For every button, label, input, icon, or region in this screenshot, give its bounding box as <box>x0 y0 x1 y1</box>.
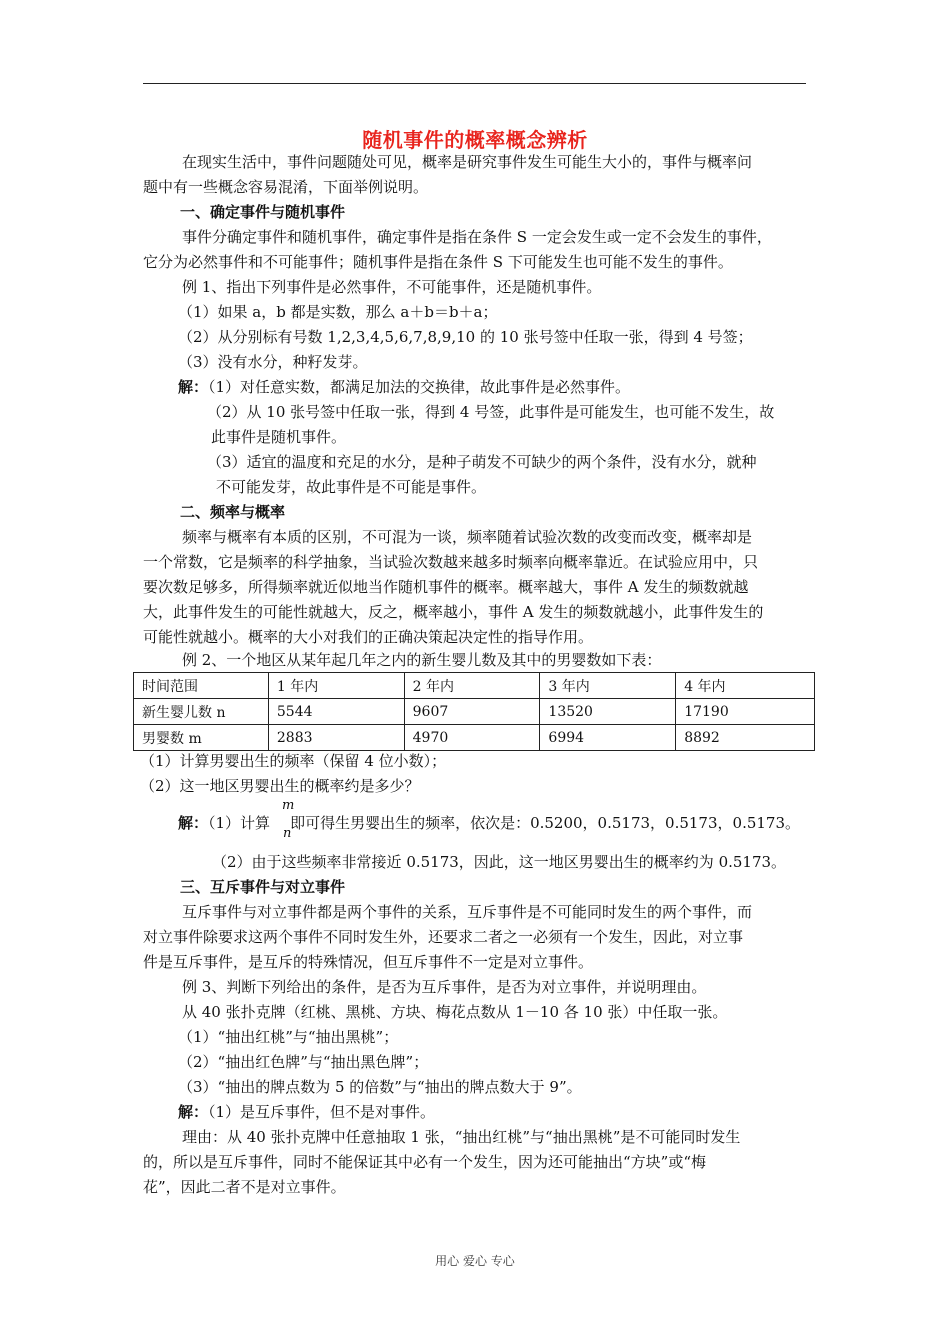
page-title: 随机事件的概率概念辨析 <box>362 128 588 152</box>
table-cell: 6994 <box>540 725 676 751</box>
table-cell: 男婴数 m <box>134 725 269 751</box>
table-cell: 2883 <box>268 725 404 751</box>
table-cell: 9607 <box>404 699 540 725</box>
example2-solution-line-1: 解：（1）计算 即可得生男婴出生的频率，依次是：0.5200，0.5173，0.5173，0.5173。 <box>178 814 801 832</box>
section3-para-line-2: 对立事件除要求这两个事件不同时发生外，还要求二者之一必须有一个发生，因此，对立事 <box>143 928 744 946</box>
fraction-denominator: n <box>283 826 292 841</box>
example2-question-1: （1）计算男婴出生的频率（保留 4 位小数）； <box>140 752 447 770</box>
example3-item-1: （1）“抽出红桃”与“抽出黑桃”； <box>178 1028 399 1046</box>
page-footer: 用心 爱心 专心 <box>435 1254 515 1268</box>
example2-question-2: （2）这一地区男婴出生的概率约是多少？ <box>140 777 420 795</box>
table-row <box>134 673 815 699</box>
section2-para-line-3: 要次数足够多，所得频率就近似地当作随机事件的概率。概率越大，事件 A 发生的频数就越 <box>143 578 749 596</box>
table-cell: 5544 <box>268 699 404 725</box>
section1-para-line-2: 它分为必然事件和不可能事件；随机事件是指在条件 S 下可能发生也可能不发生的事件。 <box>143 253 733 271</box>
section2-para-line-4: 大，此事件发生的可能性就越大，反之，概率越小，事件 A 发生的频数就越小，此事件发生的 <box>143 603 764 621</box>
example3-solution: 解：（1）是互斥事件，但不是对事件。 <box>178 1103 436 1121</box>
section3-para-line-3: 件是互斥事件，是互斥的特殊情况，但互斥事件不一定是对立事件。 <box>143 953 594 971</box>
example1-item-3: （3）没有水分，种籽发芽。 <box>178 353 368 371</box>
table-header-cell: 4 年内 <box>676 673 815 699</box>
section3-para-line-1: 互斥事件与对立事件都是两个事件的关系，互斥事件是不可能同时发生的两个事件，而 <box>182 903 753 921</box>
example1-solution-line-3: 此事件是随机事件。 <box>211 428 347 446</box>
intro-line-1: 在现实生活中，事件问题随处可见，概率是研究事件发生可能生大小的，事件与概率问 <box>182 153 753 171</box>
example3-item-3: （3）“抽出的牌点数为 5 的倍数”与“抽出的牌点数大于 9”。 <box>178 1078 582 1096</box>
example1-item-2: （2）从分别标有号数 1,2,3,4,5,6,7,8,9,10 的 10 张号签中任取一张，得到 4 号签； <box>178 328 753 346</box>
example1-solution-line-2: （2）从 10 张号签中任取一张，得到 4 号签，此事件是可能发生，也可能不发生，故 <box>207 403 775 421</box>
example2-solution-line-2: （2）由于这些频率非常接近 0.5173，因此，这一地区男婴出生的概率约为 0.5173。 <box>212 853 787 871</box>
example1-solution-line-4: （3）适宜的温度和充足的水分，是种子萌发不可缺少的两个条件，没有水分，就种 <box>207 453 757 471</box>
example2-prompt: 例 2、一个地区从某年起几年之内的新生婴儿数及其中的男婴数如下表： <box>182 651 662 669</box>
example3-prompt: 例 3、判断下列给出的条件，是否为互斥事件，是否为对立事件，并说明理由。 <box>182 978 707 996</box>
intro-line-2: 题中有一些概念容易混淆，下面举例说明。 <box>143 178 429 196</box>
section2-para-line-2: 一个常数，它是频率的科学抽象，当试验次数越来越多时频率向概率靠近。在试验应用中，只 <box>143 553 759 571</box>
fraction-numerator: m <box>282 798 295 813</box>
table-cell: 13520 <box>540 699 676 725</box>
table-header-cell: 3 年内 <box>540 673 676 699</box>
table-cell: 8892 <box>676 725 815 751</box>
example3-reason-line-3: 花”，因此二者不是对立事件。 <box>143 1178 346 1196</box>
birth-table <box>133 672 815 751</box>
example1-solution-line-5: 不可能发芽，故此事件是不可能是事件。 <box>216 478 487 496</box>
section1-heading: 一、确定事件与随机事件 <box>180 203 346 221</box>
section2-para-line-1: 频率与概率有本质的区别，不可混为一谈，频率随着试验次数的改变而改变，概率却是 <box>182 528 753 546</box>
header-rule <box>143 83 806 84</box>
example3-reason-line-1: 理由：从 40 张扑克牌中任意抽取 1 张，“抽出红桃”与“抽出黑桃”是不可能同时发生 <box>182 1128 741 1146</box>
table-row <box>134 725 815 751</box>
table-cell: 新生婴儿数 n <box>134 699 269 725</box>
section2-para-line-5: 可能性就越小。概率的大小对我们的正确决策起决定性的指导作用。 <box>143 628 594 646</box>
table-cell: 17190 <box>676 699 815 725</box>
example1-solution-line-1: 解：（1）对任意实数，都满足加法的交换律，故此事件是必然事件。 <box>178 378 631 396</box>
example3-reason-line-2: 的，所以是互斥事件，同时不能保证其中必有一个发生，因为还可能抽出“方块”或“梅 <box>143 1153 707 1171</box>
example1-item-1: （1）如果 a，b 都是实数，那么 a＋b＝b＋a； <box>178 303 498 321</box>
table-cell: 4970 <box>404 725 540 751</box>
table-header-cell: 时间范围 <box>134 673 269 699</box>
section3-heading: 三、互斥事件与对立事件 <box>180 878 346 896</box>
example3-item-2: （2）“抽出红色牌”与“抽出黑色牌”； <box>178 1053 429 1071</box>
table-row <box>134 699 815 725</box>
example1-prompt: 例 1、指出下列事件是必然事件，不可能事件，还是随机事件。 <box>182 278 602 296</box>
table-header-cell: 2 年内 <box>404 673 540 699</box>
solution-label: 解： <box>178 814 209 832</box>
section1-para-line-1: 事件分确定事件和随机事件，确定事件是指在条件 S 一定会发生或一定不会发生的事件， <box>182 228 772 246</box>
solution-label: 解： <box>178 1103 209 1121</box>
solution-label: 解： <box>178 378 209 396</box>
table-header-cell: 1 年内 <box>268 673 404 699</box>
example3-setup: 从 40 张扑克牌（红桃、黑桃、方块、梅花点数从 1－10 各 10 张）中任取一张。 <box>182 1003 728 1021</box>
section2-heading: 二、频率与概率 <box>180 503 286 521</box>
